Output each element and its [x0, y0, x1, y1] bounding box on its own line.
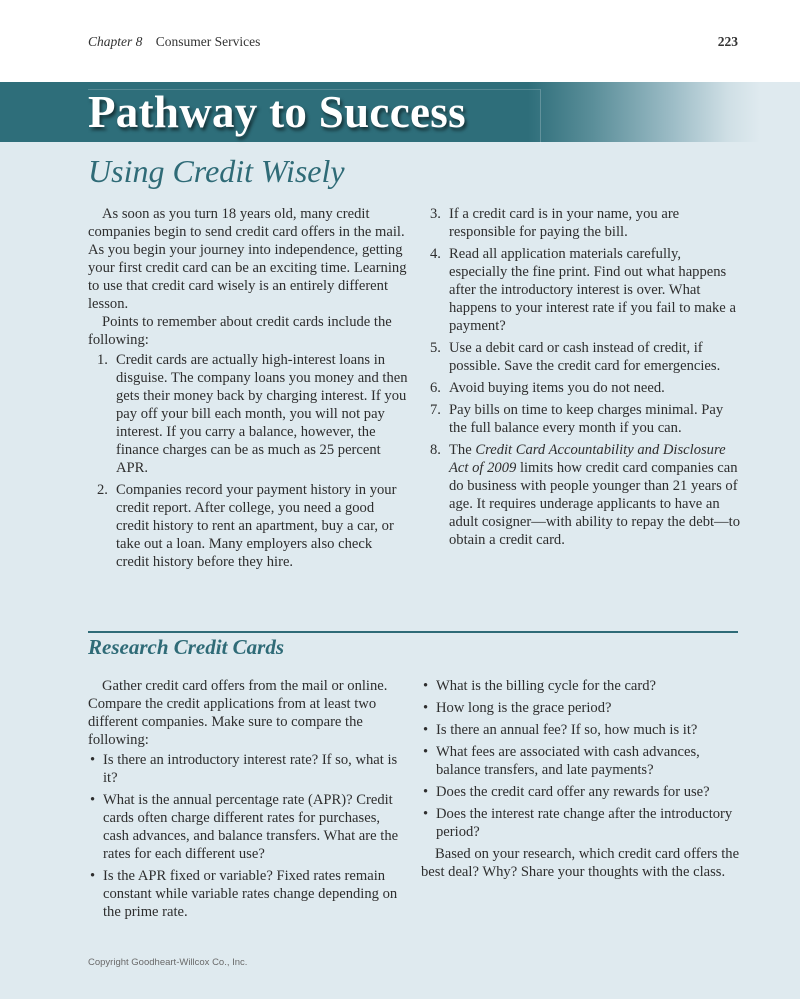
- list-item: [421, 205, 741, 241]
- points-list-part2: [421, 205, 741, 549]
- section-heading-using-credit: Using Credit Wisely: [88, 153, 345, 189]
- bullet-icon: •: [423, 784, 429, 800]
- bullet-text: Is there an annual fee? If so, how much is it?: [436, 722, 698, 738]
- bullet-item: [421, 783, 743, 801]
- item-number: 4.: [430, 246, 441, 262]
- bullet-item: [421, 805, 743, 841]
- bullet-item: [421, 721, 743, 739]
- item-text: Use a debit card or cash instead of credit, if possible. Save the credit card for emergencies.: [449, 340, 721, 374]
- item-text: Companies record your payment history in your credit report. After college, you need a good credit history to rent an apartment, buy a car, or take out a loan. Many employers also check credit history before they hire.: [116, 482, 397, 570]
- lead-in-paragraph: Points to remember about credit cards include the following:: [88, 314, 392, 348]
- bullet-item: [421, 743, 743, 779]
- section-divider: [88, 631, 738, 633]
- list-item: [421, 379, 741, 397]
- bullet-text: What is the annual percentage rate (APR)? Credit cards often charge different rates for purchases, cash advances, and balance transfers. What are the rates for each different use?: [103, 792, 399, 862]
- item-number: 7.: [430, 402, 441, 418]
- section1-left-column: [88, 205, 408, 575]
- list-item: [421, 339, 741, 375]
- bullet-item: [88, 751, 408, 787]
- section2-left-column: [88, 677, 408, 925]
- item-text-before: The: [449, 442, 476, 458]
- bullet-icon: •: [423, 678, 429, 694]
- bullet-item: [421, 677, 743, 695]
- bullet-item: [88, 867, 408, 921]
- copyright-notice: Copyright Goodheart-Willcox Co., Inc.: [88, 957, 248, 968]
- list-item: [88, 481, 408, 571]
- bullet-item: [88, 791, 408, 863]
- bullet-icon: •: [423, 700, 429, 716]
- bullet-icon: •: [90, 792, 96, 808]
- bullet-icon: •: [90, 868, 96, 884]
- bullet-text: How long is the grace period?: [436, 700, 612, 716]
- bullet-icon: •: [423, 744, 429, 760]
- section-heading-research: Research Credit Cards: [88, 635, 285, 659]
- item-text: If a credit card is in your name, you are responsible for paying the bill.: [449, 206, 680, 240]
- points-list-part1: [88, 351, 408, 571]
- list-item: [421, 401, 741, 437]
- bullet-icon: •: [90, 752, 96, 768]
- item-number: 8.: [430, 442, 441, 458]
- list-item: [421, 441, 741, 549]
- item-text-after: limits how credit card companies can do business with people younger than 21 years of age. It requires underage applicants to have an adult cosigner—with ability to repay the debt—to obtain a credit card.: [449, 460, 740, 548]
- compare-list-part2: [421, 677, 743, 841]
- compare-list-part1: [88, 751, 408, 921]
- section1-right-column: [421, 205, 741, 553]
- item-number: 3.: [430, 206, 441, 222]
- item-number: 2.: [97, 482, 108, 498]
- bullet-icon: •: [423, 722, 429, 738]
- list-item: [88, 351, 408, 477]
- bullet-text: What fees are associated with cash advances, balance transfers, and late payments?: [436, 744, 700, 778]
- bullet-text: What is the billing cycle for the card?: [436, 678, 657, 694]
- closing-paragraph: Based on your research, which credit card offers the best deal? Why? Share your thoughts with the class.: [421, 846, 740, 880]
- item-text: Credit cards are actually high-interest loans in disguise. The company loans you money and then gets their money back by charging interest. If you pay off your bill each month, you will not pay interest. If you carry a balance, however, the finance charges can be as much as 25 percent APR.: [116, 352, 408, 476]
- intro-paragraph: As soon as you turn 18 years old, many credit companies begin to send credit card offers in the mail. As you begin your journey into independence, getting your first credit card can be an exciting time. Learning to use that credit card wisely is an entirely different lesson.: [88, 206, 407, 312]
- bullet-text: Does the interest rate change after the introductory period?: [436, 806, 733, 840]
- item-text: Pay bills on time to keep charges minimal. Pay the full balance every month if you can.: [449, 402, 724, 436]
- page-number: 223: [717, 34, 738, 49]
- bullet-icon: •: [423, 806, 429, 822]
- bullet-text: Does the credit card offer any rewards for use?: [436, 784, 710, 800]
- item-number: 5.: [430, 340, 441, 356]
- chapter-label: Chapter 8: [88, 34, 143, 49]
- item-number: 6.: [430, 380, 441, 396]
- section2-right-column: [421, 677, 743, 881]
- act-title: Credit Card Accountability and Disclosure Act of 2009: [449, 442, 726, 476]
- bullet-item: [421, 699, 743, 717]
- research-intro: Gather credit card offers from the mail or online. Compare the credit applications from at least two different companies. Make sure to compare the following:: [88, 678, 388, 748]
- running-head: [88, 34, 738, 54]
- chapter-title: Consumer Services: [155, 34, 261, 49]
- bullet-text: Is there an introductory interest rate? If so, what is it?: [103, 752, 398, 786]
- item-number: 1.: [97, 352, 108, 368]
- item-text: Avoid buying items you do not need.: [449, 380, 665, 396]
- item-text: Read all application materials carefully, especially the fine print. Find out what happens after the introductory interest is over. What happens to your interest rate if you fail to make a payment?: [449, 246, 736, 334]
- bullet-text: Is the APR fixed or variable? Fixed rates remain constant while variable rates change depending on the prime rate.: [103, 868, 398, 920]
- banner-title: Pathway to Success: [88, 87, 466, 137]
- list-item: [421, 245, 741, 335]
